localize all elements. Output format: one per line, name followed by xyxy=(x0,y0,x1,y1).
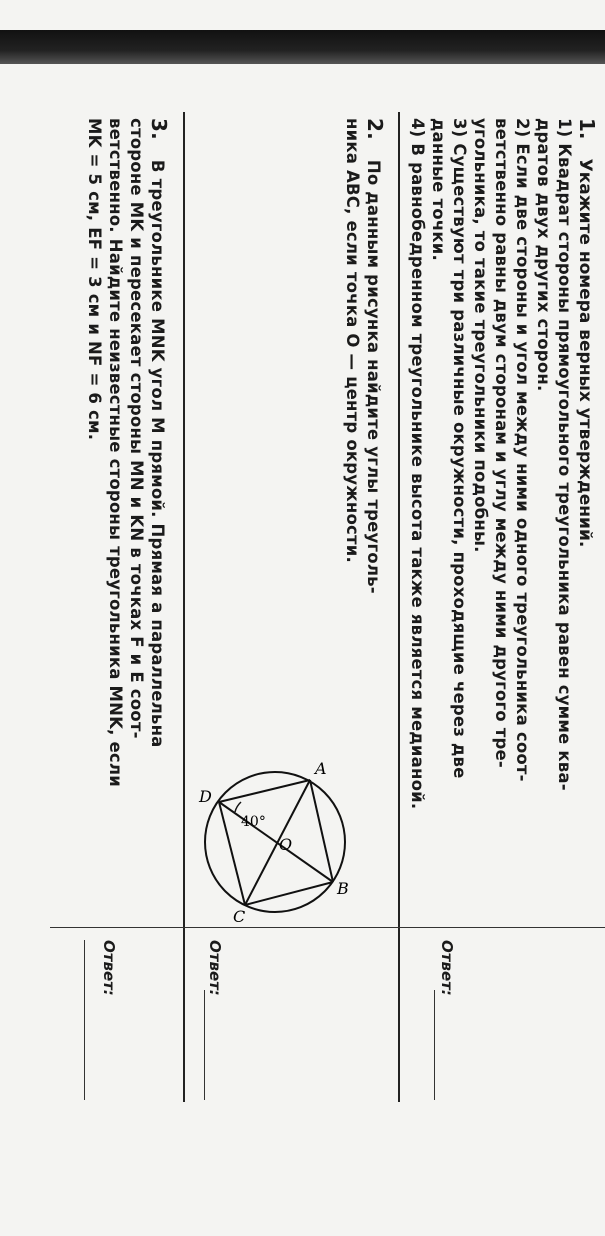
scan-dark-edge xyxy=(0,30,605,64)
problem-2-body xyxy=(342,118,385,594)
label-O: O xyxy=(279,835,293,854)
column-divider xyxy=(185,927,400,928)
problem-3-line: MK = 5 см, EF = 3 см и NF = 6 см. xyxy=(85,118,104,441)
problem-2-line: ника ABC, если точка O — центр окружности. xyxy=(343,118,362,563)
answer-label: Ответ: xyxy=(100,940,118,996)
problem-1-line: 2) Если две стороны и угол между ними одного треугольника соот- xyxy=(513,118,532,782)
problem-1-line: ветственно равны двум сторонам и углу между ними другого тре- xyxy=(492,118,511,768)
angle-label: 40° xyxy=(241,814,266,830)
problem-2-number: 2. xyxy=(363,118,387,140)
problem-1-number: 1. xyxy=(575,118,599,140)
answer-label: Ответ: xyxy=(438,940,456,996)
problem-1-line: 1) Квадрат стороны прямоугольного треугольника равен сумме ква- xyxy=(555,118,574,791)
label-B: B xyxy=(337,879,349,898)
column-divider xyxy=(50,927,185,928)
section-separator xyxy=(183,112,185,1102)
problem-3-number: 3. xyxy=(147,118,171,140)
problem-3-line: стороне MK и пересекает стороны MN и KN в точках F и E соот- xyxy=(127,118,146,739)
section-separator xyxy=(398,112,400,1102)
problem-2-line: По данным рисунка найдите углы треуголь- xyxy=(364,159,383,594)
problem-1-title: Укажите номера верных утверждений. xyxy=(575,158,595,548)
worksheet-rotated xyxy=(50,112,605,1112)
segment-BC xyxy=(245,882,333,905)
label-A: A xyxy=(315,759,327,778)
problem-2-answer xyxy=(206,940,225,996)
segment-DA xyxy=(219,780,310,802)
problem-1 xyxy=(575,118,599,547)
problem-3-body xyxy=(84,118,169,787)
problem-3-line: ветственно. Найдите неизвестные стороны треугольника MNK, если xyxy=(106,118,125,787)
problem-1-line: угольника, то такие треугольники подобны. xyxy=(471,118,490,553)
segment-AB xyxy=(310,780,333,882)
problem-1-body xyxy=(407,118,575,809)
column-divider xyxy=(400,927,605,928)
problem-3-answer xyxy=(100,940,119,996)
answer-line xyxy=(204,990,205,1100)
label-C: C xyxy=(233,907,246,926)
circle-figure xyxy=(155,752,395,932)
problem-1-answer xyxy=(438,940,457,996)
problem-3-line: В треугольнике MNK угол M прямой. Прямая a параллельна xyxy=(148,159,167,748)
problem-1-line: дратов двух других сторон. xyxy=(534,118,553,392)
answer-line xyxy=(434,990,435,1100)
problem-1-line: данные точки. xyxy=(429,118,448,261)
angle-arc xyxy=(235,802,241,812)
problem-1-line: 3) Существуют три различные окружности, проходящие через две xyxy=(450,118,469,779)
answer-label: Ответ: xyxy=(206,940,224,996)
answer-line xyxy=(84,940,85,1100)
problem-1-line: 4) В равнобедренном треугольнике высота также является медианой. xyxy=(408,118,427,810)
label-D: D xyxy=(199,787,212,806)
